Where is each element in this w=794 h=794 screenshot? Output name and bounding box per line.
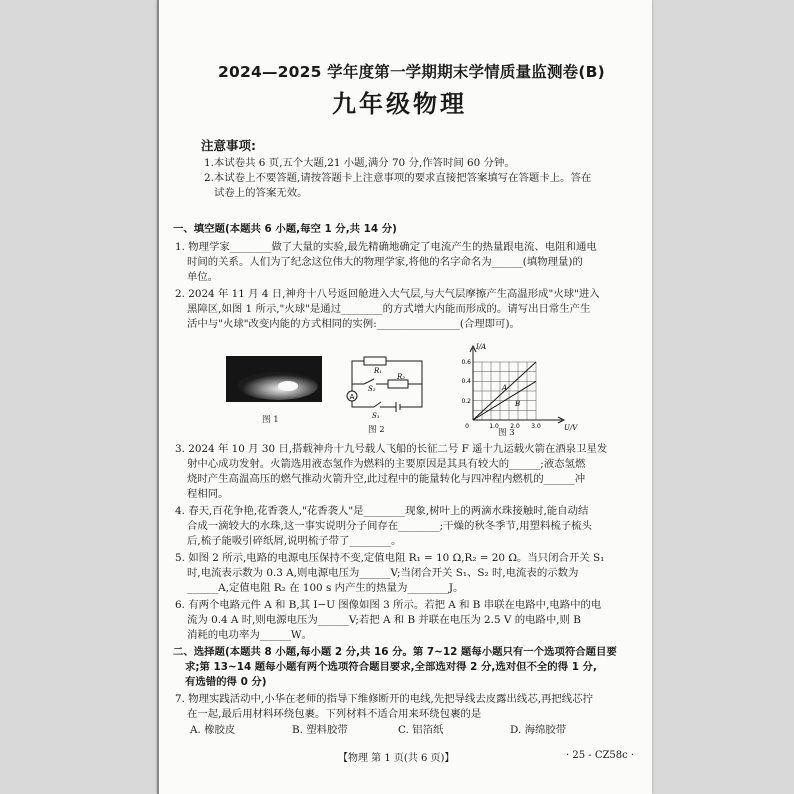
fig1-label: 图 1	[262, 415, 279, 425]
q5-line: 5. 如图 2 所示,电路的电源电压保持不变,定值电阻 R₁ = 10 Ω,R₂ = 20 Ω。当只闭合开关 S₁	[175, 552, 605, 564]
notice-item: 2.本试卷上不要答题,请按答题卡上注意事项的要求直接把答案填写在答题卡上。答在	[204, 172, 592, 184]
q2-line: 黑障区,如图 1 所示,"火球"是通过________的方式增大内能而形成的。请写出日常生产生	[187, 303, 591, 315]
ammeter-symbol: A	[349, 393, 355, 401]
fig2-label: 图 2	[368, 425, 385, 435]
x-axis-label: U/V	[564, 424, 578, 432]
q7-option-d: D. 海绵胶带	[510, 724, 567, 736]
q3-line: 烧时产生高温高压的燃气推动火箭升空,此过程中的能量转化与四冲程内燃机的______冲	[187, 473, 586, 485]
section2-heading: 二、选择题(本题共 8 小题,每小题 2 分,共 16 分。第 7~12 题每小题只有一个选项符合题目要	[173, 646, 617, 658]
paper-edge	[157, 0, 159, 794]
page-footer: 【物理 第 1 页(共 6 页)】	[338, 753, 455, 764]
q1-line: 时间的关系。人们为了纪念这位伟大的物理学家,将他的名字命名为______(填物理量)的	[187, 256, 583, 268]
x-tick-label: 3.0	[531, 423, 541, 430]
line-a-label: A	[502, 384, 508, 392]
q7-option-a: A. 橡胶皮	[190, 724, 236, 736]
section2-heading: 有选错的得 0 分)	[185, 676, 267, 688]
r1-label: R₁	[374, 367, 383, 375]
origin-label: 0	[465, 423, 469, 430]
subject-title: 九年级物理	[332, 90, 467, 118]
q4-line: 后,梳子能吸引碎纸屑,说明梳子带了________。	[187, 535, 402, 547]
q4-line: 合成一滴较大的水珠,这一事实说明分子间存在________;干燥的秋冬季节,用塑料梳子梳头	[187, 520, 592, 532]
q7-line: 7. 物理实践活动中,小华在老师的指导下维修断开的电线,先把导线去皮露出线芯,再把线芯拧	[175, 693, 593, 705]
q5-line: ______A,定值电阻 R₂ 在 100 s 内产生的热量为________J。	[187, 582, 464, 594]
q1-line: 1. 物理学家________做了大量的实验,最先精确地确定了电流产生的热量跟电流、电阻和通电	[175, 241, 597, 253]
section2-heading: 求;第 13~14 题每小题有两个选项符合题目要求,全部选对得 2 分,选对但不全的得 1 分,	[185, 661, 597, 673]
r2-label: R₂	[397, 373, 406, 381]
q6-line: 流为 0.4 A 时,则电源电压为______V;若把 A 和 B 并联在电压为 2.5 V 的电路中,则 B	[187, 614, 581, 626]
fig2-circuit	[334, 353, 430, 419]
paper-code: · 25 - CZ58c ·	[566, 750, 635, 761]
q3-line: 3. 2024 年 10 月 30 日,搭载神舟十九号载人飞船的长征二号 F 遥十九运载火箭在酒泉卫星发	[175, 443, 608, 455]
s1-label: S₁	[372, 412, 380, 419]
s2-label: S₂	[368, 385, 376, 393]
q7-option-b: B. 塑料胶带	[292, 724, 348, 736]
line-b-label: B	[515, 400, 521, 408]
y-tick-label: 0.6	[461, 359, 471, 366]
exam-title: 2024—2025 学年度第一学期期末学情质量监测卷(B)	[218, 63, 605, 81]
fig3-iu-graph	[460, 340, 588, 432]
y-tick-label: 0.2	[461, 398, 471, 405]
q7-option-c: C. 铝箔纸	[398, 724, 444, 736]
q2-line: 2. 2024 年 11 月 4 日,神舟十八号返回舱进入大气层,与大气层摩擦产生高温形成"火球"进入	[175, 288, 600, 300]
q5-line: 时,电流表示数为 0.3 A,则电源电压为______V;当闭合开关 S₁、S₂ 时,电流表的示数为	[187, 567, 579, 579]
q3-line: 程相同。	[187, 488, 229, 500]
q7-line: 在一起,最后用材料环绕包裹。下列材料不适合用来环绕包裹的是	[187, 708, 482, 720]
y-tick-label: 0.4	[461, 378, 471, 385]
q6-line: 消耗的电功率为______W。	[187, 629, 312, 641]
x-tick-label: 1.0	[489, 423, 499, 430]
fig1-fireball-photo	[226, 356, 322, 402]
q6-line: 6. 有两个电路元件 A 和 B,其 I−U 图像如图 3 所示。若把 A 和 B 串联在电路中,电路中的电	[175, 599, 602, 611]
x-tick-label: 2.0	[510, 423, 520, 430]
notice-item: 1.本试卷共 6 页,五个大题,21 小题,满分 70 分,作答时间 60 分钟。	[204, 157, 515, 169]
q3-line: 射中心成功发射。火箭选用液态氢作为燃料的主要原因是其具有较大的______;液态氢燃	[187, 458, 586, 470]
notice-heading: 注意事项:	[201, 138, 256, 153]
q2-line: 活中与"火球"改变内能的方式相同的实例:________________(合理即可)。	[187, 318, 520, 330]
y-axis-label: I/A	[476, 343, 487, 351]
fig3-label: 图 3	[498, 428, 515, 438]
q1-line: 单位。	[187, 271, 219, 283]
section1-heading: 一、填空题(本题共 6 小题,每空 1 分,共 14 分)	[173, 223, 397, 235]
q4-line: 4. 春天,百花争艳,花香袭人,"花香袭人"是________现象,树叶上的两滴水珠接触时,能自动结	[175, 505, 589, 517]
notice-item: 试卷上的答案无效。	[214, 187, 308, 199]
